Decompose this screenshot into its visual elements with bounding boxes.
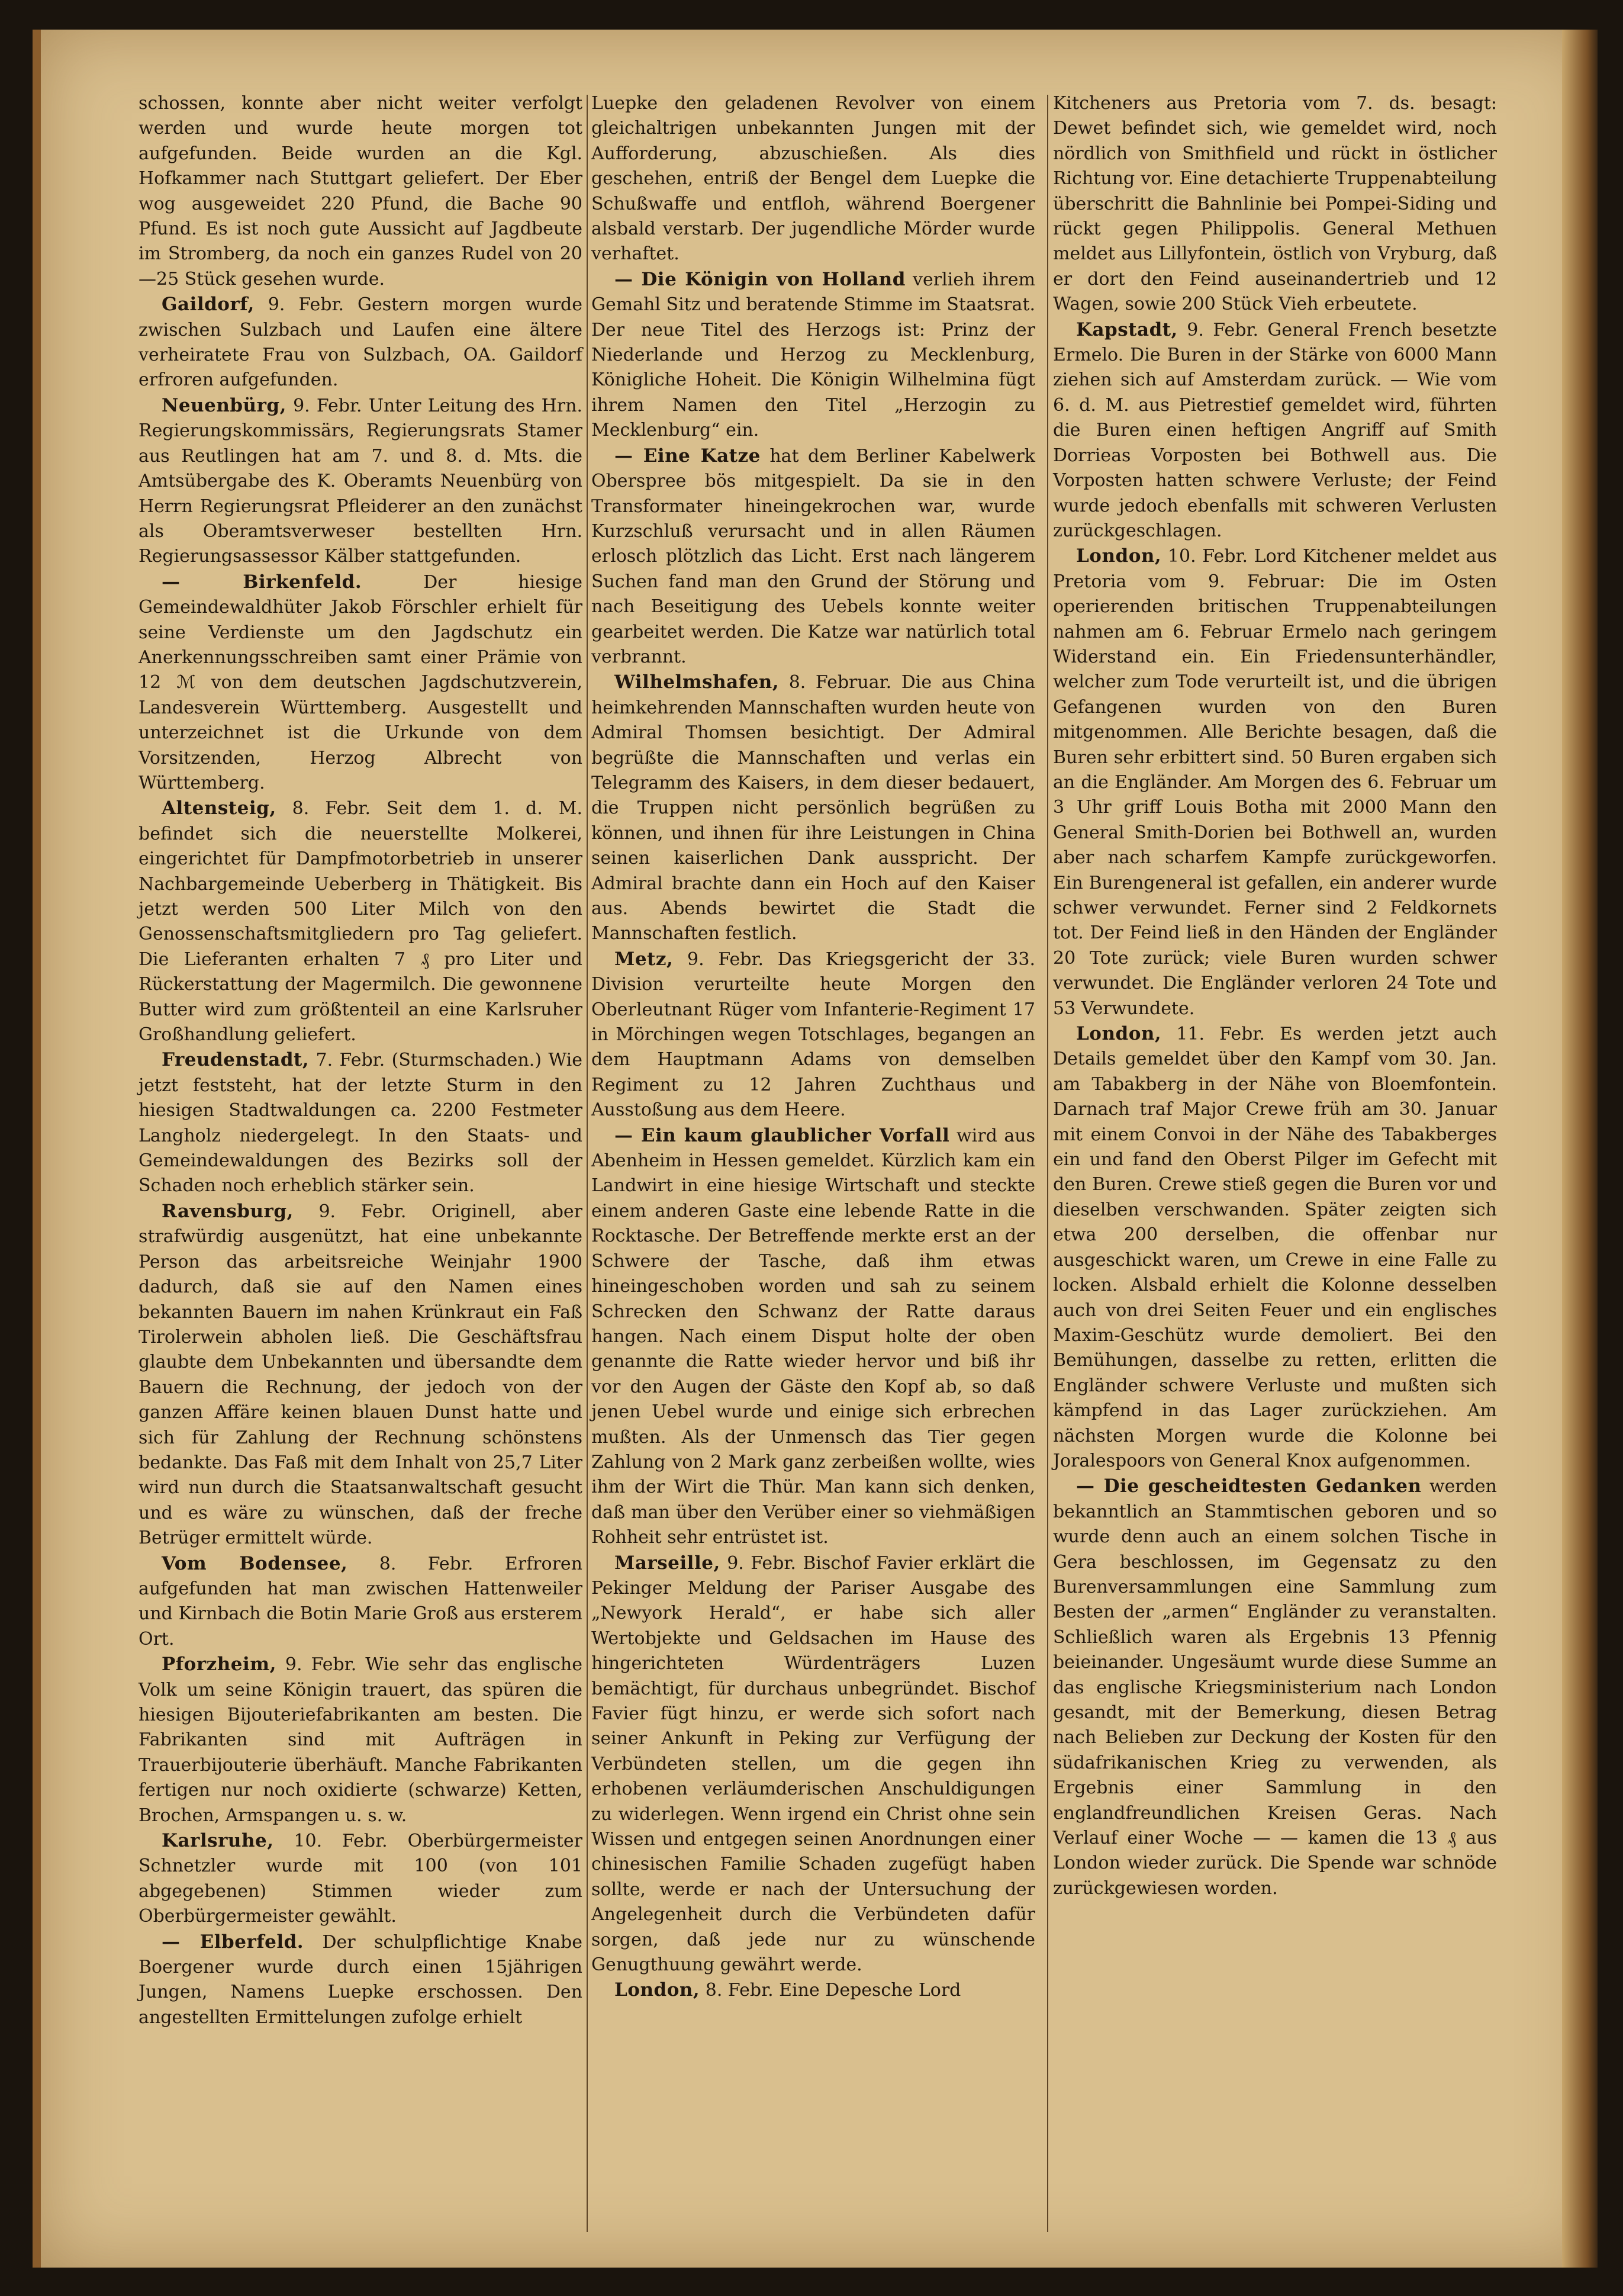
news-headline: Kapstadt,: [1076, 319, 1178, 340]
news-body: 8. Febr. Erfroren aufgefunden hat man zwischen Hattenweiler und Kirnbach die Botin Marie Groß aus ersterem Ort.: [139, 1553, 583, 1649]
news-body: hat dem Berliner Kabelwerk Oberspree bös mitgespielt. Da sie in den Transformater hineingekrochen war, wurde Kurzschluß verursacht und in allen Räumen erlosch plötzlich das Licht. Erst nach längerem Suchen fand man den Grund der Störung und nach Beseitigung des Uebels konnte weiter gearbeitet werden. Die Katze war natürlich total verbrannt.: [591, 445, 1035, 667]
news-item: [1053, 1474, 1497, 1901]
news-body: 11. Febr. Es werden jetzt auch Details gemeldet über den Kampf vom 30. Jan. am Tabakberg in der Nähe von Bloemfontein. Darnach traf Major Crewe früh am 30. Januar mit einem Convoi in der Nähe des Tabakberges ein und fand den Oberst Pilger im Gefecht mit den Buren. Crewe stieß gegen die Buren vor und dieselben verschwanden. Später zeigten sich etwa 200 derselben, die offenbar nur ausgeschickt waren, um Crewe in eine Falle zu locken. Alsbald erhielt die Kolonne desselben auch von drei Seiten Feuer und ein englisches Maxim-Geschütz wurde demoliert. Bei den Bemühungen, dasselbe zu retten, erlitten die Engländer schwere Verluste und mußten sich kämpfend in das Lager zurückziehen. Am nächsten Morgen wurde die Kolonne bei Joralespoors von General Knox aufgenommen.: [1053, 1024, 1497, 1471]
news-headline: Karlsruhe,: [162, 1830, 274, 1852]
column-1: [139, 91, 582, 2030]
news-body: verlieh ihrem Gemahl Sitz und beratende Stimme im Staatsrat. Der neue Titel des Herzogs ist: Prinz der Niederlande und Herzog zu Mecklenburg, Königliche Hoheit. Die Königin Wilhelmina fügt ihrem Namen den Titel „Herzogin zu Mecklenburg“ ein.: [591, 269, 1035, 441]
news-headline: — Eine Katze: [614, 445, 761, 467]
news-item: [1053, 91, 1497, 317]
news-body: Der schulpflichtige Knabe Boergener wurde durch einen 15jährigen Jungen, Namens Luepke erschossen. Den angestellten Ermittelungen zufolge erhielt: [139, 1931, 582, 2028]
news-headline: Neuenbürg,: [162, 394, 286, 416]
news-item: [591, 91, 1035, 267]
news-item: [591, 670, 1035, 946]
news-item: [139, 292, 582, 393]
news-body: 7. Febr. (Sturmschaden.) Wie jetzt feststeht, hat der letzte Sturm in den hiesigen Stadtwaldungen ca. 2200 Festmeter Langholz niedergelegt. In den Staats- und Gemeindewaldungen des Bezirks soll der Schaden noch erheblich stärker sein.: [139, 1050, 582, 1197]
news-headline: — Ein kaum glaublicher Vorfall: [614, 1124, 950, 1146]
news-body: 9. Febr. Das Kriegsgericht der 33. Division verurteilte heute Morgen den Oberleutnant Rüger vom Infanterie-Regiment 17 in Mörchingen wegen Totschlages, begangen an dem Hauptmann Adams von demselben Regiment zu 12 Jahren Zuchthaus und Ausstoßung aus dem Heere.: [591, 948, 1035, 1121]
news-headline: London,: [1076, 545, 1162, 567]
news-body: 9. Febr. General French besetzte Ermelo. Die Buren in der Stärke von 6000 Mann ziehen sich auf Amsterdam zurück. — Wie vom 6. d. M. aus Pietrestief gemeldet wird, führten die Buren einen heftigen Angriff auf Smith Dorrieas Vorposten bei Bothwell aus. Die Vorposten hatten schwere Verluste; der Feind wurde jedoch ebenfalls mit schweren Verlusten zurückgeschlagen.: [1053, 319, 1497, 541]
news-body: 9. Febr. Originell, aber strafwürdig ausgenützt, hat eine unbekannte Person das arbeitsreiche Weinjahr 1900 dadurch, daß sie auf den Namen eines bekannten Bauern im nahen Krünkraut ein Faß Tirolerwein abholen ließ. Die Geschäftsfrau glaubte dem Unbekannten und übersandte dem Bauern die Rechnung, der jedoch von der ganzen Affäre keinen blauen Dunst hatte und sich für Zahlung der Rechnung schönstens bedankte. Das Faß mit dem Inhalt von 25,7 Liter wird nun durch die Staatsanwaltschaft gesucht und es wäre zu wünschen, daß der freche Betrüger ermittelt würde.: [139, 1201, 582, 1549]
news-body: 9. Febr. Bischof Favier erklärt die Pekinger Meldung der Pariser Ausgabe des „Newyork Herald“, er habe sich aller Wertobjekte und Geldsachen im Hause des hingerichteten Würdenträgers Luzen bemächtigt, für durchaus unbegründet. Bischof Favier fügt hinzu, er werde sich sofort nach seiner Ankunft in Peking zur Verfügung der Verbündeten stellen, um die gegen ihn erhobenen verläumderischen Anschuldigungen zu widerlegen. Wenn irgend ein Christ ohne sein Wissen und entgegen seinen Anordnungen einer chinesischen Familie Schaden zugefügt haben sollte, werde er nach der Untersuchung der Angelegenheit durch die Verbündeten dafür sorgen, daß jede nur zu wünschende Genugthuung gewährt werde.: [591, 1552, 1035, 1976]
news-body: 10. Febr. Lord Kitchener meldet aus Pretoria vom 9. Februar: Die im Osten operierenden britischen Truppenabteilungen nahmen am 6. Februar Ermelo nach geringem Widerstand ein. Ein Friedensunterhändler, welcher zum Tode verurteilt ist, und die übrigen Gefangenen wurden von den Buren mitgenommen. Alle Berichte besagen, daß die Buren sehr erbittert sind. 50 Buren ergaben sich an die Engländer. Am Morgen des 6. Februar um 3 Uhr griff Louis Botha mit 2000 Mann den General Smith-Dorien bei Bothwell an, wurden aber nach scharfem Kampfe zurückgeworfen. Ein Burengeneral ist gefallen, ein anderer wurde schwer verwundet. Ferner sind 2 Feldkornets tot. Der Feind ließ in den Händen der Engländer 20 Tote zurück; viele Buren wurden schwer verwundet. Die Engländer verloren 24 Tote und 53 Verwundete.: [1053, 546, 1497, 1019]
news-body: Luepke den geladenen Revolver von einem gleichaltrigen unbekannten Jungen mit der Aufforderung, abzuschießen. Als dies geschehen, entriß der Bengel dem Luepke die Schußwaffe und entfloh, während Boergener alsbald verstarb. Der jugendliche Mörder wurde verhaftet.: [591, 93, 1035, 265]
news-body: 8. Februar. Die aus China heimkehrenden Mannschaften wurden heute von Admiral Thomsen besichtigt. Der Admiral begrüßte die Mannschaften und verlas ein Telegramm des Kaisers, in dem dieser bedauert, die Truppen nicht persönlich begrüßen zu können, und ihnen für ihre Leistungen in China seinen kaiserlichen Dank ausspricht. Der Admiral brachte dann ein Hoch auf den Kaiser aus. Abends bewirtet die Stadt die Mannschaften festlich.: [591, 672, 1035, 944]
newspaper-page: [33, 30, 1598, 2268]
news-headline: — Birkenfeld.: [162, 571, 362, 593]
news-headline: — Elberfeld.: [162, 1931, 304, 1953]
news-body: wird aus Abenheim in Hessen gemeldet. Kürzlich kam ein Landwirt in eine hiesige Wirtschaft und steckte einem anderen Gaste eine lebende Ratte in die Rocktasche. Der Betreffende merkte erst an der Schwere der Tasche, daß ihm etwas hineingeschoben worden und sah zu seinem Schrecken den Schwanz der Ratte daraus hangen. Nach einem Disput holte der oben genannte die Ratte wieder hervor und biß ihr vor den Augen der Gäste den Kopf ab, so daß jenen Uebel wurde und einige sich erbrechen mußten. Als der Unmensch das Tier gegen Zahlung von 2 Mark ganz zerbeißen wollte, wies ihm der Wirt die Thür. Man kann sich denken, daß man über den Verüber einer so viehmäßigen Rohheit sehr entrüstet ist.: [591, 1125, 1035, 1548]
news-headline: London,: [1076, 1023, 1162, 1045]
news-headline: Altensteig,: [162, 798, 276, 819]
news-headline: Vom Bodensee,: [162, 1552, 348, 1574]
book-spine: [1562, 30, 1598, 2268]
news-item: [591, 1123, 1035, 1551]
news-body: 9. Febr. Unter Leitung des Hrn. Regierungskommissärs, Regierungsrats Stamer aus Reutlingen hat am 7. und 8. d. Mts. die Amtsübergabe des K. Oberamts Neuenbürg von Herrn Regierungsrat Pfleiderer an den zunächst als Oberamtsverweser bestellten Hrn. Regierungsassessor Kälber stattgefunden.: [139, 395, 582, 567]
news-headline: Marseille,: [614, 1552, 720, 1574]
news-item: [139, 1047, 582, 1198]
news-item: [139, 1199, 582, 1551]
news-headline: Pforzheim,: [162, 1654, 276, 1676]
news-headline: Metz,: [614, 948, 674, 970]
news-body: 8. Febr. Eine Depesche Lord: [705, 1980, 961, 2001]
news-item: [139, 1930, 582, 2031]
news-item: [139, 91, 582, 292]
column-rule: [587, 95, 588, 2232]
news-headline: Wilhelmshafen,: [614, 671, 780, 693]
news-body: 9. Febr. Wie sehr das englische Volk um seine Königin trauert, das spüren die hiesigen Bijouteriefabrikanten am besten. Die Fabrikanten sind mit Aufträgen in Trauerbijouterie überhäuft. Manche Fabrikanten fertigen nur noch oxidierte (schwarze) Ketten, Brochen, Armspangen u. s. w.: [139, 1654, 582, 1826]
news-headline: Gaildorf,: [162, 294, 255, 316]
news-headline: — Die Königin von Holland: [614, 268, 906, 290]
column-2: [591, 91, 1035, 2004]
column-rule: [1047, 95, 1048, 2232]
news-headline: Freudenstadt,: [162, 1049, 310, 1071]
news-item: [139, 1828, 582, 1930]
column-3: [1053, 91, 1497, 1901]
news-item: [591, 1551, 1035, 1978]
news-item: [591, 267, 1035, 443]
news-item: [591, 443, 1035, 670]
news-item: [139, 1551, 582, 1652]
news-item: [1053, 1021, 1497, 1474]
news-item: [139, 796, 582, 1047]
news-item: [591, 1977, 1035, 2003]
news-headline: Ravensburg,: [162, 1200, 294, 1222]
news-item: [1053, 544, 1497, 1021]
news-item: [1053, 317, 1497, 544]
news-headline: — Die gescheidtesten Gedanken: [1076, 1475, 1422, 1497]
news-body: Der hiesige Gemeindewaldhüter Jakob Förschler erhielt für seine Verdienste um den Jagdschutz ein Anerkennungsschreiben samt einer Prämie von 12 ℳ von dem deutschen Jagdschutzverein, Landesverein Württemberg. Ausgestellt und unterzeichnet ist die Urkunde von dem Vorsitzenden, Herzog Albrecht von Württemberg.: [139, 571, 582, 793]
news-body: schossen, konnte aber nicht weiter verfolgt werden und wurde heute morgen tot aufgefunden. Beide wurden an die Kgl. Hofkammer nach Stuttgart geliefert. Der Eber wog ausgeweidet 220 Pfund, die Bache 90 Pfund. Es ist noch gute Aussicht auf Jagdbeute im Stromberg, da noch ein ganzes Rudel von 20—25 Stück gesehen wurde.: [139, 93, 582, 290]
news-item: [591, 947, 1035, 1123]
news-body: 8. Febr. Seit dem 1. d. M. befindet sich die neuerstellte Molkerei, eingerichtet für Dampfmotorbetrieb in unserer Nachbargemeinde Ueberberg in Thätigkeit. Bis jetzt werden 500 Liter Milch von den Genossenschaftsmitgliedern pro Tag geliefert. Die Lieferanten erhalten 7 ₰ pro Liter und Rückerstattung der Magermilch. Die gewonnene Butter wird zum größtenteil an eine Karlsruher Großhandlung geliefert.: [139, 798, 582, 1046]
news-headline: London,: [614, 1979, 700, 2001]
news-body: 10. Febr. Oberbürgermeister Schnetzler wurde mit 100 (von 101 abgegebenen) Stimmen wieder zum Oberbürgermeister gewählt.: [139, 1831, 582, 1927]
news-body: 9. Febr. Gestern morgen wurde zwischen Sulzbach und Laufen eine ältere verheiratete Frau von Sulzbach, OA. Gaildorf erfroren aufgefunden.: [139, 294, 582, 391]
news-item: [139, 393, 582, 570]
news-body: werden bekanntlich an Stammtischen geboren und so wurde denn auch an einem solchen Tische in Gera beschlossen, im Gegensatz zu den Burenversammlungen eine Sammlung zum Besten der „armen“ Engländer zu veranstalten. Schließlich waren als Ergebnis 13 Pfennig beieinander. Ungesäumt wurde diese Summe an das englische Kriegsministerium nach London gesandt, mit der Bemerkung, diesen Betrag nach Belieben zur Deckung der Kosten für den südafrikanischen Krieg zu verwenden, als Ergebnis einer Sammlung in den englandfreundlichen Kreisen Geras. Nach Verlauf einer Woche — — kamen die 13 ₰ aus London wieder zurück. Die Spende war schnöde zurückgewiesen worden.: [1053, 1476, 1497, 1899]
news-item: [139, 570, 582, 796]
news-item: [139, 1652, 582, 1828]
news-body: Kitcheners aus Pretoria vom 7. ds. besagt: Dewet befindet sich, wie gemeldet wird, noch nördlich von Smithfield und rückt in östlicher Richtung vor. Eine detachierte Truppenabteilung überschritt die Bahnlinie bei Pompei-Siding und rückt gegen Philippolis. General Methuen meldet aus Lillyfontein, östlich von Vryburg, daß er dort den Feind auseinandertrieb und 12 Wagen, sowie 200 Stück Vieh erbeutete.: [1053, 93, 1497, 315]
